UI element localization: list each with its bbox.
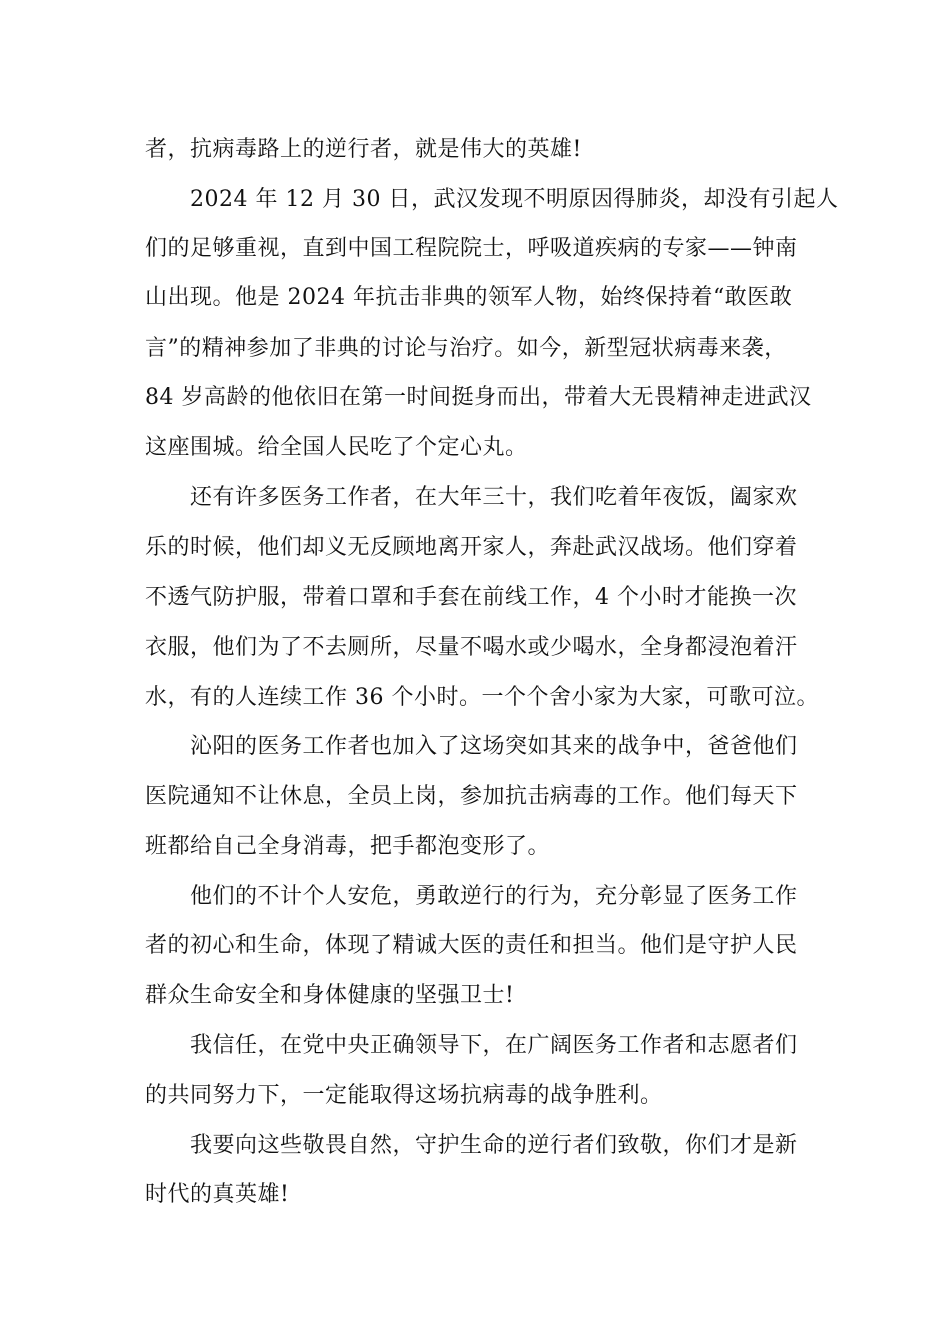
text-line: 我要向这些敬畏自然，守护生命的逆行者们致敬，你们才是新 — [190, 1133, 798, 1158]
text-line: 还有许多医务工作者，在大年三十，我们吃着年夜饭，阖家欢 — [190, 485, 798, 510]
text-line: 者的初心和生命，体现了精诚大医的责任和担当。他们是守护人民 — [145, 933, 798, 958]
text-line: 医院通知不让休息，全员上岗，参加抗击病毒的工作。他们每天下 — [145, 784, 798, 809]
text-line: 他们的不计个人安危，勇敢逆行的行为，充分彰显了医务工作 — [190, 884, 798, 909]
text-line: 衣服，他们为了不去厕所，尽量不喝水或少喝水，全身都浸泡着汗 — [145, 635, 798, 660]
text-line: 山出现。他是 2024 年抗击非典的领军人物，始终保持着“敢医敢 — [145, 285, 793, 310]
text-line: 不透气防护服，带着口罩和手套在前线工作，4 个小时才能换一次 — [145, 585, 797, 610]
text-line: 者，抗病毒路上的逆行者，就是伟大的英雄! — [145, 137, 582, 162]
text-line: 群众生命安全和身体健康的坚强卫士! — [145, 983, 515, 1008]
text-line: 班都给自己全身消毒，把手都泡变形了。 — [145, 834, 551, 859]
text-line: 言”的精神参加了非典的讨论与治疗。如今，新型冠状病毒来袭， — [145, 336, 787, 361]
text-line: 2024 年 12 月 30 日，武汉发现不明原因得肺炎，却没有引起人 — [190, 187, 839, 212]
text-line: 的共同努力下，一定能取得这场抗病毒的战争胜利。 — [145, 1083, 663, 1108]
text-line: 乐的时候，他们却义无反顾地离开家人，奔赴武汉战场。他们穿着 — [145, 535, 798, 560]
text-line: 水，有的人连续工作 36 个小时。一个个舍小家为大家，可歌可泣。 — [145, 685, 819, 710]
text-line: 这座围城。给全国人民吃了个定心丸。 — [145, 435, 528, 460]
text-line: 我信任，在党中央正确领导下，在广阔医务工作者和志愿者们 — [190, 1033, 798, 1058]
text-line: 沁阳的医务工作者也加入了这场突如其来的战争中，爸爸他们 — [190, 734, 798, 759]
text-line: 84 岁高龄的他依旧在第一时间挺身而出，带着大无畏精神走进武汉 — [145, 385, 812, 410]
text-line: 时代的真英雄! — [145, 1182, 290, 1207]
text-line: 们的足够重视，直到中国工程院院士，呼吸道疾病的专家——钟南 — [145, 236, 798, 261]
